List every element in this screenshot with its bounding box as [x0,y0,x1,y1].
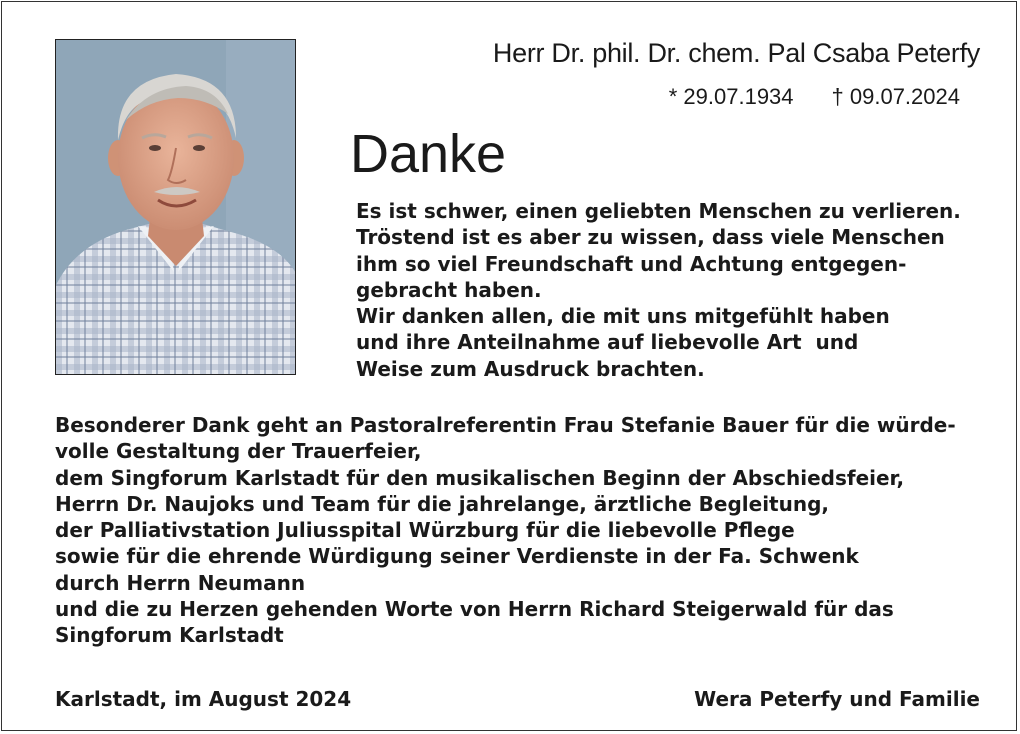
thanks-heading: Danke [350,124,507,184]
portrait-photo [55,39,296,375]
place-and-date: Karlstadt, im August 2024 [55,687,352,711]
birth-date: * 29.07.1934 [668,84,794,109]
consolation-text: Es ist schwer, einen geliebten Menschen zu verlieren. Tröstend ist es aber zu wissen, dass viele Menschen ihm so viel Freundschaft und Achtung entgegen- gebracht haben. Wir danken allen, die mit uns mitgefühlt haben und ihre Anteilnahme auf liebevolle Art und Weise zum Ausdruck brachten. [356,199,961,381]
deceased-name: Herr Dr. phil. Dr. chem. Pal Csaba Peterfy [492,38,980,68]
death-date: † 09.07.2024 [831,84,960,109]
life-dates [560,84,960,110]
acknowledgements-text: Besonderer Dank geht an Pastoralreferentin Frau Stefanie Bauer für die würde- volle Gestaltung der Trauerfeier, dem Singforum Karlstadt für den musikalischen Beginn der Abschiedsfeier, Herrn Dr. Naujoks und Team für die jahrelange, ärztliche Begleitung, der Palliativstation Juliusspital Würzburg für die liebevolle Pflege sowie für die ehrende Würdigung seiner Verdienste in der Fa. Schwenk durch Herrn Neumann und die zu Herzen gehenden Worte von Herrn Richard Steigerwald für das Singforum Karlstadt [55,413,956,648]
family-signature: Wera Peterfy und Familie [694,687,980,711]
